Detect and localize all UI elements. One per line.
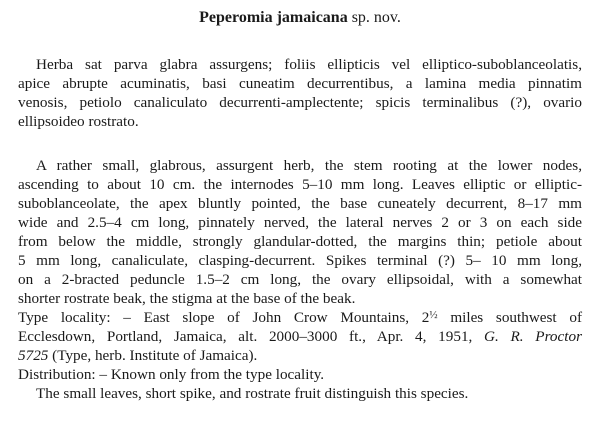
closing-line: The small leaves, short spike, and rostrate fruit distinguish this species. [36,385,469,402]
english-line-4: wide and 2.5–4 cm long, pinnately nerved, the lateral nerves 2 or 3 on each side [18,214,582,231]
english-line-2: ascending to about 10 cm. the internodes 5–10 mm long. Leaves elliptic or elliptic- [18,176,582,193]
species-name: Peperomia jamaicana [199,9,348,26]
species-heading [0,8,600,28]
fraction-half: ½ [429,309,438,321]
latin-line-3: venosis, petiolo canaliculato decurrenti-amplectente; spicis terminalibus (?), ovario [18,94,582,111]
english-line-6: 5 mm long, canaliculate, clasping-decurrent. Spikes terminal (?) 5– 10 mm long, [18,252,582,269]
species-suffix: sp. nov. [347,9,401,26]
type-locality-line-2: Ecclesdown, Portland, Jamaica, alt. 2000–3000 ft., Apr. 4, 1951, G. R. Proctor [18,328,582,345]
type-locality-line-3: 5725 (Type, herb. Institute of Jamaica). [18,347,258,364]
english-line-3: suboblanceolate, the apex bluntly pointed, the base cuneately decurrent, 8–17 mm [18,195,582,212]
latin-line-4: ellipsoideo rostrato. [18,113,139,130]
latin-line-1: Herba sat parva glabra assurgens; foliis ellipticis vel elliptico-suboblanceolatis, [36,56,582,73]
english-line-8: shorter rostrate beak, the stigma at the base of the beak. [18,290,356,307]
distribution-line: Distribution: – Known only from the type locality. [18,366,325,383]
latin-line-2: apice abrupte acuminatis, basi cuneatim decurrentibus, a lamina media pinnatim [18,75,582,92]
english-line-1: A rather small, glabrous, assurgent herb, the stem rooting at the lower nodes, [36,157,582,174]
collection-number: 5725 [18,347,49,364]
collector-name: G. R. Proctor [484,328,582,345]
type-locality-line-1: Type locality: – East slope of John Crow Mountains, $2^{\frac{1}{2}}$ miles southwest of [18,309,582,326]
english-line-7: on a 2-bracted peduncle 1.5–2 cm long, the ovary ellipsoidal, with a somewhat [18,271,582,288]
english-line-5: from below the middle, strongly glandular-dotted, the margins thin; petiole about [18,233,582,250]
